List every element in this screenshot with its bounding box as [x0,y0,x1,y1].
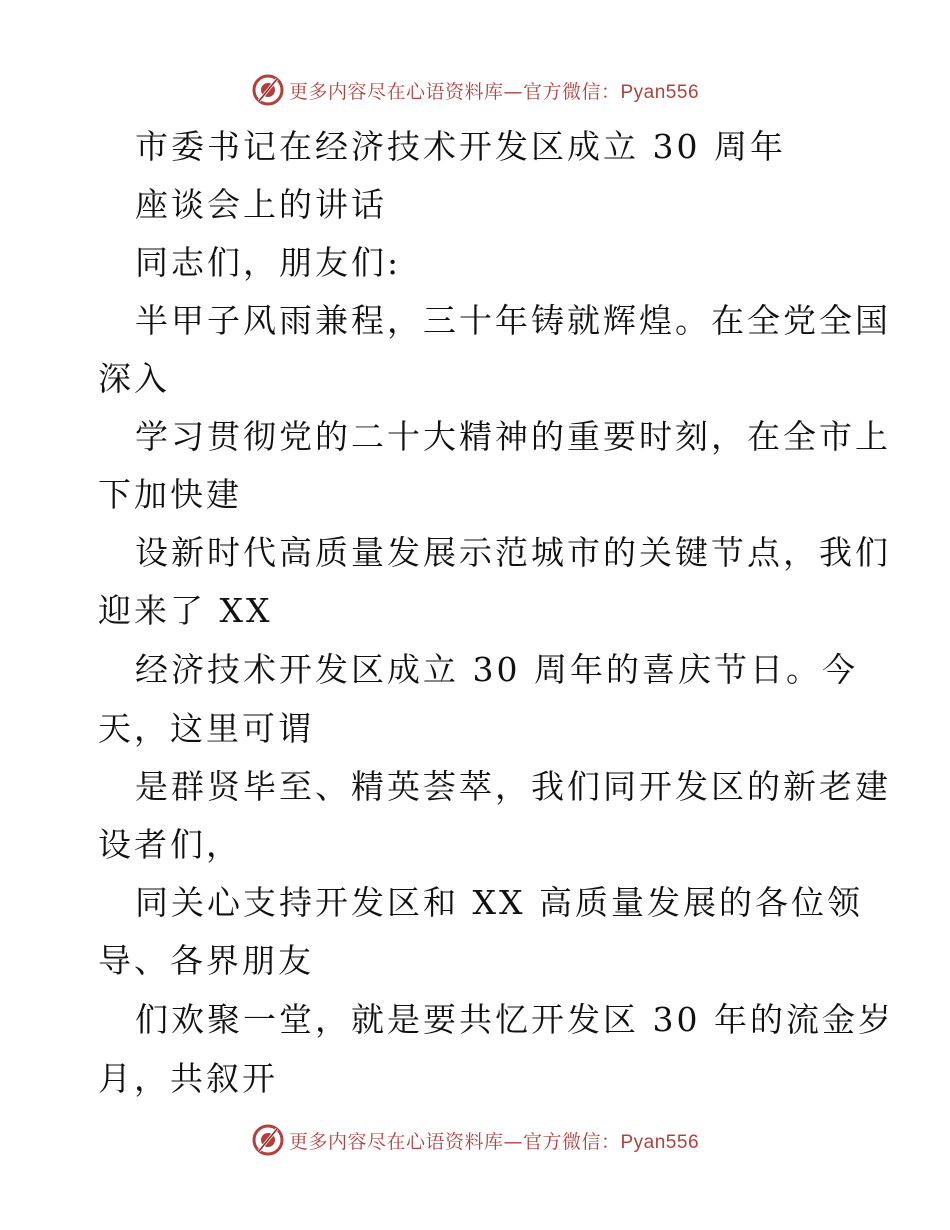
watermark-text: 更多内容尽在心语资料库—官方微信：Pyan556 [288,1130,700,1153]
title-line-1: 市委书记在经济技术开发区成立 30 周年 [135,127,786,166]
pen-logo-icon [251,1123,285,1157]
paragraph-line: 天，这里可谓 [98,709,314,748]
watermark-text: 更多内容尽在心语资料库—官方微信：Pyan556 [288,80,700,103]
paragraph-line: 们欢聚一堂，就是要共忆开发区 30 年的流金岁 [135,1000,894,1039]
header-watermark [0,70,950,110]
paragraph-line: 设新时代高质量发展示范城市的关键节点，我们 [135,533,891,572]
paragraph-line: 深入 [98,359,170,398]
paragraph-line: 下加快建 [98,475,242,514]
paragraph-line: 导、各界朋友 [98,941,314,980]
paragraph-line: 半甲子风雨兼程，三十年铸就辉煌。在全党全国 [135,301,891,340]
footer-watermark [0,1120,950,1160]
paragraph-line: 月，共叙开 [98,1059,278,1098]
paragraph-line: 迎来了 XX [98,591,273,630]
title-line-2: 座谈会上的讲话 [135,185,387,224]
paragraph-line: 同关心支持开发区和 XX 高质量发展的各位领 [135,883,863,922]
paragraph-line: 学习贯彻党的二十大精神的重要时刻，在全市上 [135,417,891,456]
salutation: 同志们，朋友们: [135,243,402,282]
pen-logo-icon [251,73,285,107]
paragraph-line: 是群贤毕至、精英荟萃，我们同开发区的新老建 [135,767,891,806]
paragraph-line: 设者们， [98,825,242,864]
paragraph-line: 经济技术开发区成立 30 周年的喜庆节日。今 [135,650,858,689]
